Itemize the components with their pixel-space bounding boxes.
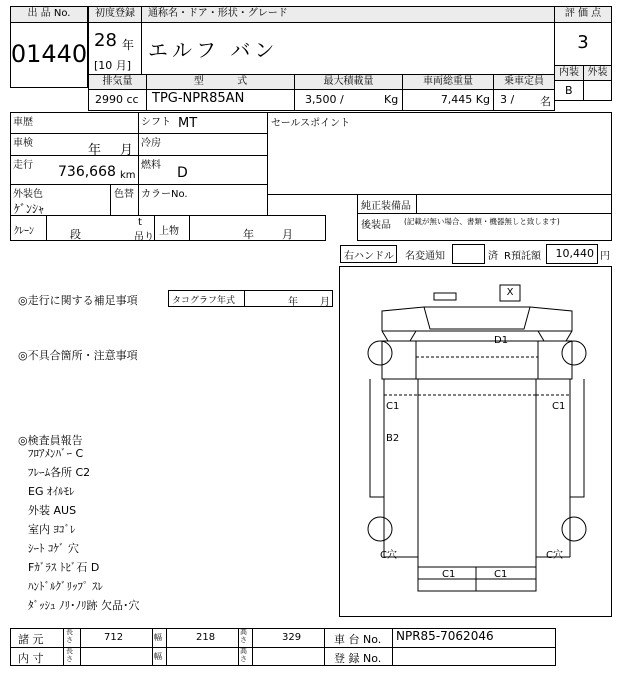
mark-b2: B2 — [386, 433, 400, 444]
inspector-report-line: Fｶﾞﾗｽ ﾄﾋﾞ石 D — [28, 561, 100, 574]
inspector-report-line: ﾀﾞｯｼｭ ﾉﾘ･ﾉﾘ跡 欠品･穴 — [28, 599, 140, 612]
score-label: 評 価 点 — [554, 6, 612, 23]
mount-label: 上物 — [159, 226, 179, 237]
mileage: 736,668 — [58, 164, 116, 180]
gross-weight-label: 車両総重量 — [402, 74, 494, 90]
vehicle-name: エルフ バン — [148, 38, 279, 62]
inspection-month-unit: 月 — [120, 143, 134, 158]
chassis-no: NPR85-7062046 — [396, 629, 494, 643]
crane-hook: 吊り — [134, 232, 154, 243]
ext-color-label: 外装色 — [13, 189, 43, 200]
capacity-label: 乗車定員 — [493, 74, 555, 90]
inspector-report-line: ﾌﾚｰﾑ各所 C2 — [28, 466, 91, 479]
vehicle-diagram — [339, 266, 612, 617]
mileage-label: 走行 — [13, 160, 33, 171]
interior-label: 内装 — [554, 65, 584, 81]
history-label: 車歴 — [13, 117, 33, 128]
lot-no: 01440 — [10, 40, 88, 68]
inner-width-label: 幅 — [154, 652, 162, 661]
right-hand: 右ハンドル — [344, 251, 394, 262]
fuel: D — [177, 165, 188, 181]
inner-length-label: 長さ — [66, 647, 73, 663]
shift-label: シフト — [141, 117, 171, 128]
color-change-label: 色替 — [114, 189, 134, 200]
mark-c-hole-left: C穴 — [380, 550, 397, 561]
genuine-equipment-label: 純正装備品 — [361, 201, 411, 212]
score: 3 — [577, 32, 589, 53]
recycle-amount: 10,440 — [555, 247, 594, 260]
mark-c1-left: C1 — [386, 401, 400, 412]
first-reg-year: 28 — [94, 30, 117, 51]
lot-no-label: 出 品 No. — [10, 6, 88, 23]
displacement: 2990 cc — [95, 93, 139, 106]
length-label: 長さ — [66, 628, 73, 644]
capacity: 3 / — [500, 93, 515, 106]
width-label: 幅 — [154, 633, 162, 642]
height: 329 — [282, 632, 302, 643]
mark-c1-right: C1 — [552, 401, 566, 412]
ac-label: 冷房 — [141, 138, 161, 149]
first-reg-month: [10 月] — [94, 59, 132, 72]
max-load: 3,500 / — [305, 93, 344, 106]
model: TPG-NPR85AN — [152, 91, 245, 106]
inspector-report-line: 外装 AUS — [28, 504, 77, 517]
first-reg-label: 初度登録 — [88, 6, 142, 23]
displacement-label: 排気量 — [88, 74, 147, 90]
length: 712 — [104, 632, 124, 643]
max-load-label: 最大積載量 — [294, 74, 403, 90]
max-load-unit: Kg — [384, 93, 399, 106]
truck-outline-svg — [340, 267, 611, 616]
driving-notes-title: ◎走行に関する補足事項 — [18, 294, 138, 307]
inner-height-label: 高さ — [240, 647, 247, 663]
tacho-month-unit: 月 — [320, 297, 330, 308]
capacity-unit: 名 — [540, 95, 551, 108]
deposit-label: 済 — [488, 251, 498, 262]
name-label: 通称名・ドア・形状・グレード — [141, 6, 555, 23]
recycle-label: R預託額 — [504, 251, 541, 262]
shift: MT — [178, 116, 198, 131]
inner-dims-label: 内 寸 — [18, 652, 44, 665]
inspector-report-title: ◎検査員報告 — [18, 434, 83, 447]
interior-grade: B — [565, 84, 573, 97]
inspection-year-unit: 年 — [88, 143, 102, 158]
exterior-grade-cell — [583, 80, 612, 101]
inspector-report-line: ｼｰﾄ ｺｹﾞ 穴 — [28, 542, 79, 555]
registration-label: 登 録 No. — [334, 652, 382, 665]
details-left-frame — [10, 112, 268, 216]
mark-c-hole-right: C穴 — [546, 550, 563, 561]
color-no-label: カラーNo. — [141, 189, 188, 200]
inspector-report-line: 室内 ﾖｺﾞﾚ — [28, 523, 76, 536]
mark-c1-bottom-right: C1 — [494, 569, 508, 580]
mount-month-unit: 月 — [282, 228, 293, 241]
model-label: 型 式 — [146, 74, 295, 90]
mark-c1-bottom-left: C1 — [442, 569, 456, 580]
gross-weight: 7,445 Kg — [440, 93, 490, 106]
inspection-label: 車検 — [13, 138, 33, 149]
mark-d1: D1 — [494, 335, 509, 346]
chassis-label: 車 台 No. — [334, 633, 382, 646]
width: 218 — [196, 632, 216, 643]
inspector-report-line: EG ｵｲﾙﾓﾚ — [28, 485, 75, 498]
crane-label: ｸﾚｰﾝ — [14, 226, 34, 237]
exterior-label: 外装 — [583, 65, 612, 81]
defects-title: ◎不具合箇所・注意事項 — [18, 349, 138, 362]
yen-label: 円 — [600, 251, 610, 262]
mark-x: X — [506, 287, 514, 298]
aftermarket-note: (記載が無い場合、書類・機器無しと致します) — [404, 217, 560, 226]
name-change-box — [452, 244, 485, 264]
height-label: 高さ — [240, 628, 247, 644]
mileage-unit: km — [120, 170, 136, 181]
mount-year-unit: 年 — [243, 228, 254, 241]
crane-stage: 段 — [70, 228, 81, 241]
name-change-label: 名変通知 — [405, 251, 445, 262]
ext-color: ｹﾞﾝｼｬ — [14, 202, 45, 216]
inspector-report-line: ﾊﾝﾄﾞﾙｸﾞﾘｯﾌﾟ ｽﾚ — [28, 580, 103, 593]
aftermarket-label: 後装品 — [361, 220, 391, 231]
dims-label: 諸 元 — [18, 633, 44, 646]
fuel-label: 燃料 — [141, 160, 161, 171]
tachograph-label: タコグラフ年式 — [172, 296, 236, 306]
tacho-year-unit: 年 — [288, 297, 298, 308]
first-reg-year-unit: 年 — [122, 38, 135, 52]
inspector-report-line: ﾌﾛｱﾒﾝﾊﾞｰ C — [28, 447, 84, 460]
crane-ton: t — [138, 217, 142, 228]
sales-point-label: セールスポイント — [271, 118, 351, 129]
